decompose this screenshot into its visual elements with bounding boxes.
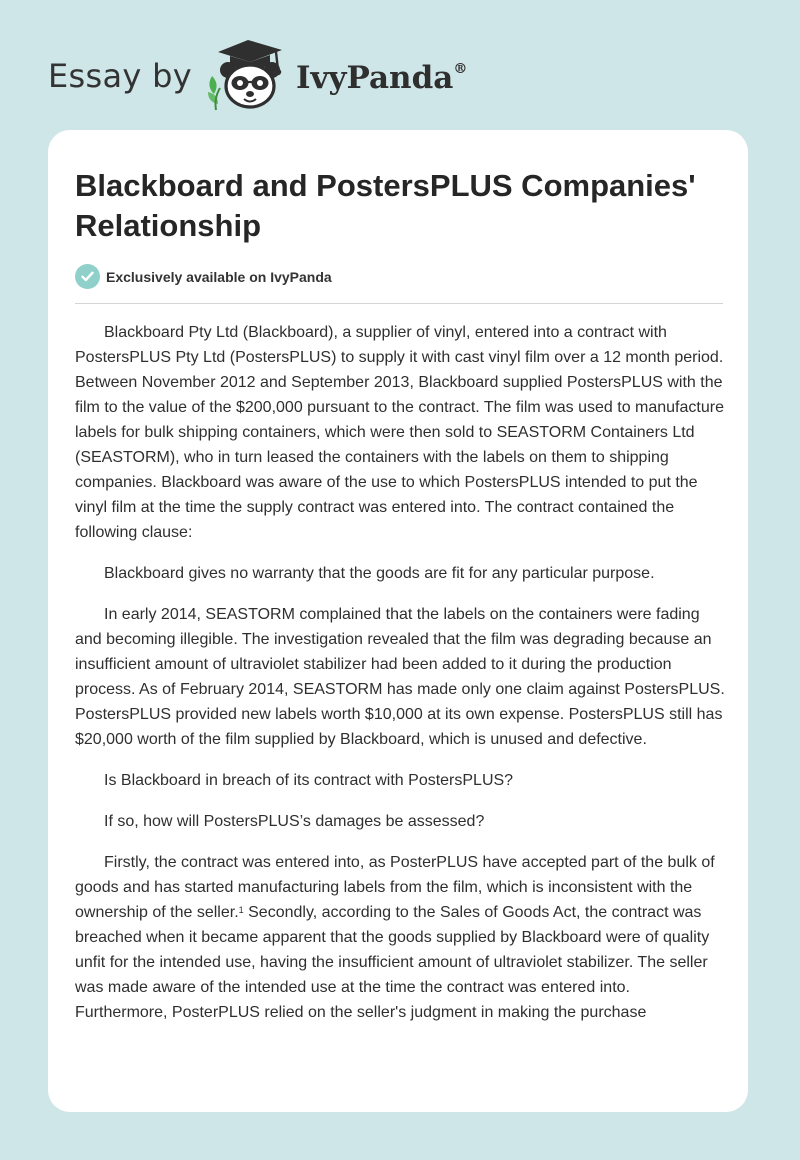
site-header: [48, 34, 467, 114]
essay-by-label: Essay by: [48, 57, 192, 95]
exclusive-badge-label: Exclusively available on IvyPanda: [106, 268, 332, 285]
paragraph-text: Firstly, the contract was entered into, as PosterPLUS have accepted part of the bulk of goods and has started manufacturing labels from the film, which is inconsistent with the ownership of the seller.: [75, 854, 715, 921]
paragraph: Is Blackboard in breach of its contract with PostersPLUS?: [104, 772, 514, 789]
paragraph-text: Secondly, according to the Sales of Goods Act, the contract was breached when it became apparent that the goods supplied by Blackboard were of quality unfit for the intended use, having the insufficient amount of ultraviolet stabilizer. The seller was made aware of the intended use at the time the contract was entered into. Furthermore, PosterPLUS relied on the seller's judgment in making the purchase: [75, 904, 710, 1021]
paragraph: In early 2014, SEASTORM complained that the labels on the containers were fading and becoming illegible. The investigation revealed that the film was degrading because an insufficient amount of ultraviolet stabilizer had been added to it during the production process. As of February 2014, SEASTORM has made only one claim against PostersPLUS. PostersPLUS provided new labels worth $10,000 at its own expense. PostersPLUS still has $20,000 worth of the film supplied by Blackboard, which is unused and defective.: [75, 606, 725, 748]
check-icon: [75, 264, 100, 289]
paragraph: Blackboard Pty Ltd (Blackboard), a supplier of vinyl, entered into a contract with PostersPLUS Pty Ltd (PostersPLUS) to supply it with cast vinyl film over a 12 month period. Between November 2012 and September 2013, Blackboard supplied PostersPLUS with the film to the value of the $200,000 pursuant to the contract. The film was used to manufacture labels for bulk shipping containers, which were then sold to SEASTORM Containers Ltd (SEASTORM), who in turn leased the containers with the labels on them to shipping companies. Blackboard was aware of the use to which PostersPLUS intended to put the vinyl film at the time the supply contract was entered into. The contract contained the following clause:: [75, 324, 724, 541]
paragraph: Blackboard gives no warranty that the goods are fit for any particular purpose.: [104, 565, 655, 582]
essay-body: [75, 320, 725, 1041]
divider: [75, 303, 723, 304]
essay-card: [48, 130, 748, 1112]
paragraph: [75, 850, 725, 1025]
panda-logo-icon[interactable]: [204, 36, 292, 112]
exclusive-badge: [75, 264, 332, 289]
paragraph: If so, how will PostersPLUS’s damages be assessed?: [104, 813, 485, 830]
footnote-link[interactable]: 1: [238, 905, 244, 915]
page-title: Blackboard and PostersPLUS Companies' Relationship: [75, 168, 696, 243]
registered-mark: ®: [453, 60, 468, 77]
brand-name-text: IvyPanda: [295, 60, 454, 96]
brand-name[interactable]: [296, 60, 467, 96]
